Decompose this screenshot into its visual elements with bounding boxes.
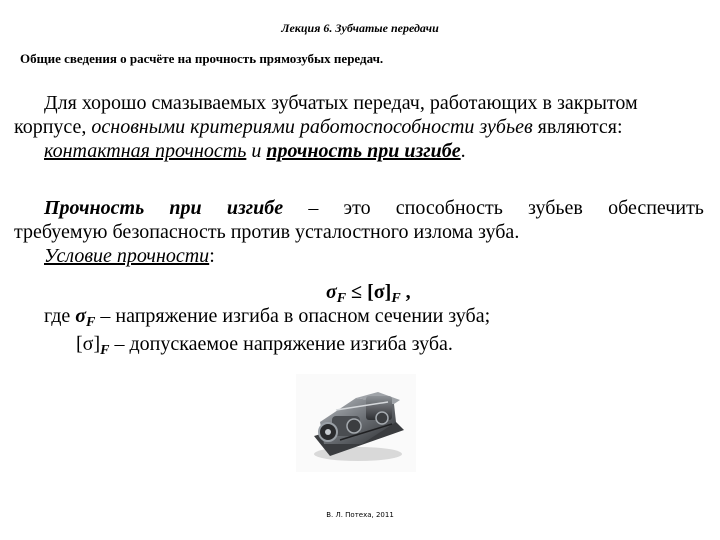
formula-subscript-2: F (391, 291, 401, 306)
definition-line-2: требуемую безопасность против усталостного излома зуба. (14, 221, 520, 243)
criteria-period: . (460, 140, 466, 162)
formula-sigma: σ (326, 281, 337, 303)
formula-subscript: F (336, 291, 347, 306)
strength-condition-label (14, 244, 704, 268)
where-description: – напряжение изгиба в опасном сечении зуба; (95, 305, 491, 327)
lecture-title: Лекция 6. Зубчатые передачи (281, 21, 439, 35)
definition-word: – (308, 197, 319, 219)
criteria-line-2 (14, 115, 704, 139)
gearbox-illustration (296, 374, 416, 472)
formula-relation: ≤ [σ] (346, 281, 392, 303)
definition-word: изгибе (226, 197, 284, 219)
strength-condition-term: Условие прочности (44, 245, 210, 267)
definition-word: способность (395, 197, 503, 219)
definition-word: зубьев (528, 197, 583, 219)
where-sigma: σ (75, 305, 87, 327)
contact-strength-term: контактная прочность (44, 140, 247, 162)
definition-word: это (343, 197, 371, 219)
strength-formula (326, 281, 411, 304)
paragraph-criteria (14, 91, 704, 163)
allowable-subscript: F (100, 343, 110, 358)
criteria-text: корпусе, (14, 116, 92, 138)
formula-comma: , (400, 281, 411, 303)
criteria-text-end: являются: (532, 116, 623, 138)
where-sigma-line (44, 305, 490, 328)
allowable-description: – допускаемое напряжение изгиба зуба. (109, 333, 453, 355)
paragraph-definition (14, 196, 704, 268)
allowable-stress-line (76, 333, 453, 356)
definition-word: при (169, 197, 202, 219)
criteria-emphasis: основными критериями работоспособности зубьев (91, 116, 533, 138)
criteria-line-3 (14, 139, 704, 163)
where-subscript: F (86, 315, 96, 330)
definition-word: обеспечить (608, 197, 704, 219)
allowable-symbol: [σ] (76, 333, 101, 355)
strength-condition-colon: : (209, 245, 215, 267)
gearbox-photo (296, 374, 416, 472)
author-footer: В. Л. Потеха, 2011 (326, 511, 394, 519)
criteria-line-1: Для хорошо смазываемых зубчатых передач, работающих в закрытом (44, 92, 638, 114)
section-subtitle: Общие сведения о расчёте на прочность прямозубых передач. (20, 51, 384, 66)
where-prefix: где (44, 305, 76, 327)
bending-strength-term: прочность при изгибе (266, 140, 461, 162)
criteria-conjunction: и (246, 140, 267, 162)
definition-word: Прочность (44, 197, 145, 219)
definition-line-1 (14, 196, 704, 220)
